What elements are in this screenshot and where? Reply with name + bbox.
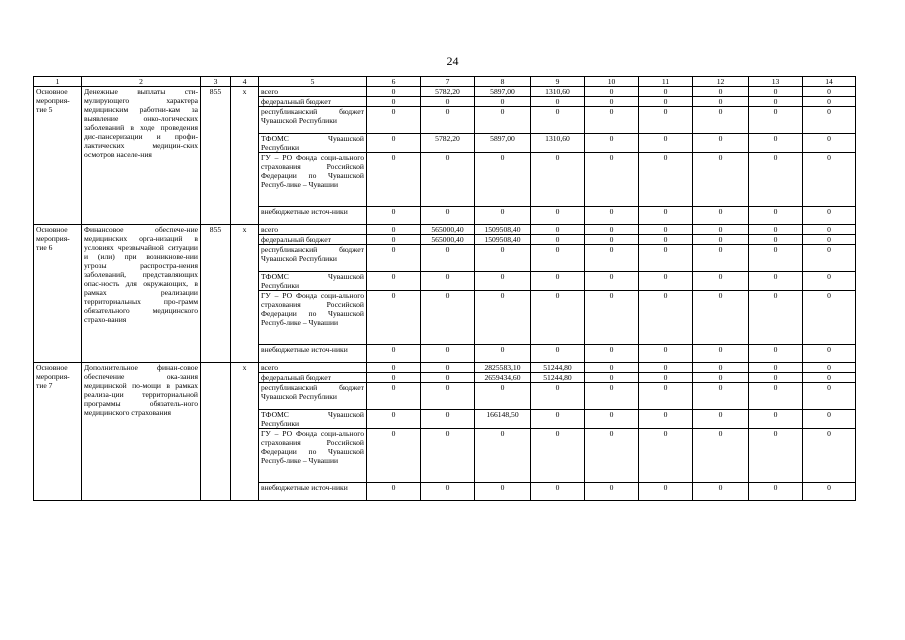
value-cell: 565000,40 — [421, 225, 475, 235]
value-cell: 0 — [693, 107, 749, 134]
value-cell: 0 — [531, 153, 585, 207]
column-number-cell: 14 — [803, 77, 856, 87]
value-cell: 0 — [639, 383, 693, 410]
value-cell: 0 — [803, 383, 856, 410]
value-cell: 5782,20 — [421, 87, 475, 97]
table-row — [34, 225, 856, 235]
column-number-cell: 12 — [693, 77, 749, 87]
column-number-cell: 4 — [231, 77, 259, 87]
value-cell: 0 — [639, 207, 693, 225]
value-cell: 0 — [475, 272, 531, 291]
value-cell: 0 — [693, 87, 749, 97]
value-cell: 0 — [531, 225, 585, 235]
col3-cell: 855 — [201, 225, 231, 363]
value-cell: 0 — [749, 383, 803, 410]
value-cell: 0 — [475, 207, 531, 225]
value-cell: 0 — [749, 363, 803, 373]
value-cell: 166148,50 — [475, 410, 531, 429]
value-cell: 0 — [367, 363, 421, 373]
value-cell: 0 — [367, 225, 421, 235]
value-cell: 0 — [693, 373, 749, 383]
value-cell: 0 — [749, 235, 803, 245]
value-cell: 0 — [803, 134, 856, 153]
funding-source-cell: ТФОМС Чувашской Республики — [259, 134, 367, 153]
value-cell: 0 — [531, 291, 585, 345]
value-cell: 51244,80 — [531, 363, 585, 373]
value-cell: 0 — [421, 383, 475, 410]
value-cell: 0 — [749, 483, 803, 501]
value-cell: 0 — [421, 245, 475, 272]
value-cell: 0 — [749, 207, 803, 225]
value-cell: 0 — [367, 373, 421, 383]
col4-cell: х — [231, 363, 259, 501]
value-cell: 0 — [693, 134, 749, 153]
value-cell: 0 — [585, 107, 639, 134]
value-cell: 0 — [475, 345, 531, 363]
value-cell: 0 — [367, 153, 421, 207]
value-cell: 0 — [639, 410, 693, 429]
description-cell: Финансовое обеспече-ние медицинских орга-низаций в условиях чрезвычайной ситуации и (или) при возникнове-нии угрозы распростра-нения заболеваний, представляющих опас-ность для окружающих, в рамках реализации территориальных про-грамм обязательного медицинского страхо-вания — [82, 225, 201, 363]
value-cell: 0 — [475, 245, 531, 272]
value-cell: 0 — [803, 272, 856, 291]
event-cell: Основное мероприя-тие 7 — [34, 363, 82, 501]
funding-source-cell: республиканский бюджет Чувашской Республики — [259, 245, 367, 272]
value-cell: 0 — [749, 225, 803, 235]
value-cell: 0 — [421, 272, 475, 291]
funding-source-cell: внебюджетные источ-ники — [259, 483, 367, 501]
value-cell: 0 — [585, 97, 639, 107]
value-cell: 0 — [367, 383, 421, 410]
value-cell: 0 — [803, 207, 856, 225]
value-cell: 1509508,40 — [475, 235, 531, 245]
value-cell: 0 — [693, 410, 749, 429]
value-cell: 0 — [749, 291, 803, 345]
value-cell: 0 — [693, 235, 749, 245]
value-cell: 0 — [475, 483, 531, 501]
value-cell: 0 — [531, 245, 585, 272]
value-cell: 0 — [585, 383, 639, 410]
value-cell: 0 — [639, 153, 693, 207]
value-cell: 0 — [585, 345, 639, 363]
value-cell: 0 — [693, 483, 749, 501]
value-cell: 0 — [367, 291, 421, 345]
column-number-cell: 2 — [82, 77, 201, 87]
value-cell: 0 — [475, 429, 531, 483]
value-cell: 0 — [585, 87, 639, 97]
value-cell: 1509508,40 — [475, 225, 531, 235]
value-cell: 0 — [639, 272, 693, 291]
value-cell: 5897,00 — [475, 87, 531, 97]
value-cell: 0 — [585, 153, 639, 207]
value-cell: 0 — [585, 235, 639, 245]
value-cell: 0 — [531, 207, 585, 225]
value-cell: 0 — [693, 225, 749, 235]
value-cell: 0 — [693, 345, 749, 363]
value-cell: 0 — [421, 153, 475, 207]
value-cell: 0 — [693, 207, 749, 225]
value-cell: 0 — [749, 134, 803, 153]
column-number-cell: 9 — [531, 77, 585, 87]
value-cell: 0 — [693, 272, 749, 291]
value-cell: 0 — [749, 87, 803, 97]
value-cell: 0 — [585, 225, 639, 235]
column-number-cell: 10 — [585, 77, 639, 87]
table-body — [34, 77, 856, 501]
value-cell: 0 — [693, 383, 749, 410]
funding-source-cell: республиканский бюджет Чувашской Республики — [259, 107, 367, 134]
value-cell: 0 — [531, 235, 585, 245]
value-cell: 0 — [531, 483, 585, 501]
col3-cell — [201, 363, 231, 501]
value-cell: 0 — [531, 429, 585, 483]
funding-source-cell: ГУ – РО Фонда соци-ального страхования Российской Федерации по Чувашской Респуб-лике – Чувашии — [259, 153, 367, 207]
budget-table — [33, 76, 856, 501]
value-cell: 0 — [803, 483, 856, 501]
value-cell: 0 — [639, 97, 693, 107]
value-cell: 0 — [367, 272, 421, 291]
value-cell: 0 — [639, 134, 693, 153]
value-cell: 0 — [531, 272, 585, 291]
value-cell: 0 — [367, 134, 421, 153]
column-number-row — [34, 77, 856, 87]
value-cell: 1310,60 — [531, 87, 585, 97]
value-cell: 0 — [367, 483, 421, 501]
value-cell: 0 — [639, 291, 693, 345]
value-cell: 0 — [803, 429, 856, 483]
funding-source-cell: внебюджетные источ-ники — [259, 207, 367, 225]
column-number-cell: 1 — [34, 77, 82, 87]
funding-source-cell: всего — [259, 225, 367, 235]
funding-source-cell: федеральный бюджет — [259, 373, 367, 383]
value-cell: 0 — [475, 383, 531, 410]
value-cell: 51244,80 — [531, 373, 585, 383]
value-cell: 0 — [803, 225, 856, 235]
col4-cell: х — [231, 225, 259, 363]
value-cell: 0 — [749, 429, 803, 483]
value-cell: 0 — [475, 291, 531, 345]
value-cell: 0 — [693, 97, 749, 107]
value-cell: 0 — [585, 483, 639, 501]
value-cell: 0 — [421, 483, 475, 501]
value-cell: 0 — [585, 410, 639, 429]
funding-source-cell: ТФОМС Чувашской Республики — [259, 272, 367, 291]
column-number-cell: 8 — [475, 77, 531, 87]
value-cell: 0 — [803, 291, 856, 345]
col3-cell: 855 — [201, 87, 231, 225]
value-cell: 5897,00 — [475, 134, 531, 153]
value-cell: 0 — [421, 291, 475, 345]
value-cell: 0 — [693, 153, 749, 207]
value-cell: 0 — [639, 225, 693, 235]
value-cell: 0 — [639, 107, 693, 134]
column-number-cell: 11 — [639, 77, 693, 87]
column-number-cell: 6 — [367, 77, 421, 87]
value-cell: 0 — [585, 429, 639, 483]
value-cell: 0 — [421, 429, 475, 483]
value-cell: 0 — [749, 373, 803, 383]
value-cell: 0 — [531, 97, 585, 107]
page-number: 24 — [446, 54, 459, 68]
column-number-cell: 5 — [259, 77, 367, 87]
value-cell: 0 — [639, 87, 693, 97]
value-cell: 0 — [367, 87, 421, 97]
value-cell: 0 — [585, 291, 639, 345]
table-row — [34, 363, 856, 373]
value-cell: 0 — [639, 429, 693, 483]
value-cell: 0 — [639, 345, 693, 363]
value-cell: 0 — [803, 107, 856, 134]
value-cell: 0 — [749, 107, 803, 134]
value-cell: 0 — [693, 363, 749, 373]
value-cell: 0 — [803, 410, 856, 429]
funding-source-cell: всего — [259, 87, 367, 97]
value-cell: 0 — [421, 410, 475, 429]
col4-cell: х — [231, 87, 259, 225]
value-cell: 0 — [639, 245, 693, 272]
value-cell: 0 — [693, 245, 749, 272]
value-cell: 0 — [639, 363, 693, 373]
funding-source-cell: внебюджетные источ-ники — [259, 345, 367, 363]
value-cell: 0 — [585, 272, 639, 291]
value-cell: 0 — [803, 345, 856, 363]
value-cell: 0 — [803, 363, 856, 373]
value-cell: 0 — [367, 245, 421, 272]
value-cell: 0 — [421, 207, 475, 225]
value-cell: 0 — [693, 429, 749, 483]
funding-source-cell: федеральный бюджет — [259, 235, 367, 245]
value-cell: 0 — [585, 373, 639, 383]
value-cell: 0 — [803, 373, 856, 383]
funding-source-cell: ТФОМС Чувашской Республики — [259, 410, 367, 429]
value-cell: 0 — [585, 207, 639, 225]
value-cell: 0 — [585, 245, 639, 272]
column-number-cell: 3 — [201, 77, 231, 87]
column-number-cell: 13 — [749, 77, 803, 87]
value-cell: 0 — [585, 363, 639, 373]
table-row — [34, 87, 856, 97]
value-cell: 0 — [475, 97, 531, 107]
value-cell: 0 — [421, 363, 475, 373]
value-cell: 0 — [367, 235, 421, 245]
value-cell: 0 — [531, 345, 585, 363]
value-cell: 0 — [367, 345, 421, 363]
funding-source-cell: ГУ – РО Фонда соци-ального страхования Российской Федерации по Чувашской Респуб-лике – Чувашии — [259, 291, 367, 345]
value-cell: 2659434,60 — [475, 373, 531, 383]
value-cell: 0 — [803, 153, 856, 207]
column-number-cell: 7 — [421, 77, 475, 87]
funding-source-cell: федеральный бюджет — [259, 97, 367, 107]
funding-source-cell: ГУ – РО Фонда соци-ального страхования Российской Федерации по Чувашской Респуб-лике – Чувашии — [259, 429, 367, 483]
value-cell: 0 — [421, 373, 475, 383]
description-cell: Денежные выплаты сти-мулирующего характера медицинским работни-кам за выявление онко-логических заболеваний в ходе проведения дис-пансеризации и профи-лактических медицин-ских осмотров населе-ния — [82, 87, 201, 225]
event-cell: Основное мероприя-тие 6 — [34, 225, 82, 363]
value-cell: 0 — [749, 345, 803, 363]
value-cell: 0 — [421, 345, 475, 363]
value-cell: 0 — [803, 235, 856, 245]
value-cell: 0 — [749, 410, 803, 429]
value-cell: 0 — [421, 107, 475, 134]
value-cell: 0 — [367, 207, 421, 225]
value-cell: 0 — [367, 97, 421, 107]
funding-source-cell: всего — [259, 363, 367, 373]
value-cell: 0 — [749, 245, 803, 272]
value-cell: 0 — [475, 107, 531, 134]
event-cell: Основное мероприя-тие 5 — [34, 87, 82, 225]
value-cell: 0 — [803, 245, 856, 272]
value-cell: 0 — [749, 272, 803, 291]
value-cell: 0 — [585, 134, 639, 153]
value-cell: 0 — [531, 383, 585, 410]
value-cell: 2825583,10 — [475, 363, 531, 373]
value-cell: 0 — [693, 291, 749, 345]
value-cell: 0 — [803, 87, 856, 97]
value-cell: 0 — [531, 410, 585, 429]
value-cell: 0 — [639, 235, 693, 245]
value-cell: 0 — [639, 373, 693, 383]
value-cell: 5782,20 — [421, 134, 475, 153]
value-cell: 0 — [367, 107, 421, 134]
value-cell: 1310,60 — [531, 134, 585, 153]
value-cell: 0 — [475, 153, 531, 207]
value-cell: 0 — [367, 429, 421, 483]
value-cell: 0 — [749, 153, 803, 207]
value-cell: 0 — [749, 97, 803, 107]
value-cell: 0 — [367, 410, 421, 429]
value-cell: 0 — [639, 483, 693, 501]
value-cell: 0 — [803, 97, 856, 107]
value-cell: 0 — [421, 97, 475, 107]
description-cell: Дополнительное финан-совое обеспечение ока-зания медицинской по-мощи в рамках реализа-ции территориальной программы обязатель-ного медицинского страхования — [82, 363, 201, 501]
value-cell: 565000,40 — [421, 235, 475, 245]
value-cell: 0 — [531, 107, 585, 134]
funding-source-cell: республиканский бюджет Чувашской Республики — [259, 383, 367, 410]
